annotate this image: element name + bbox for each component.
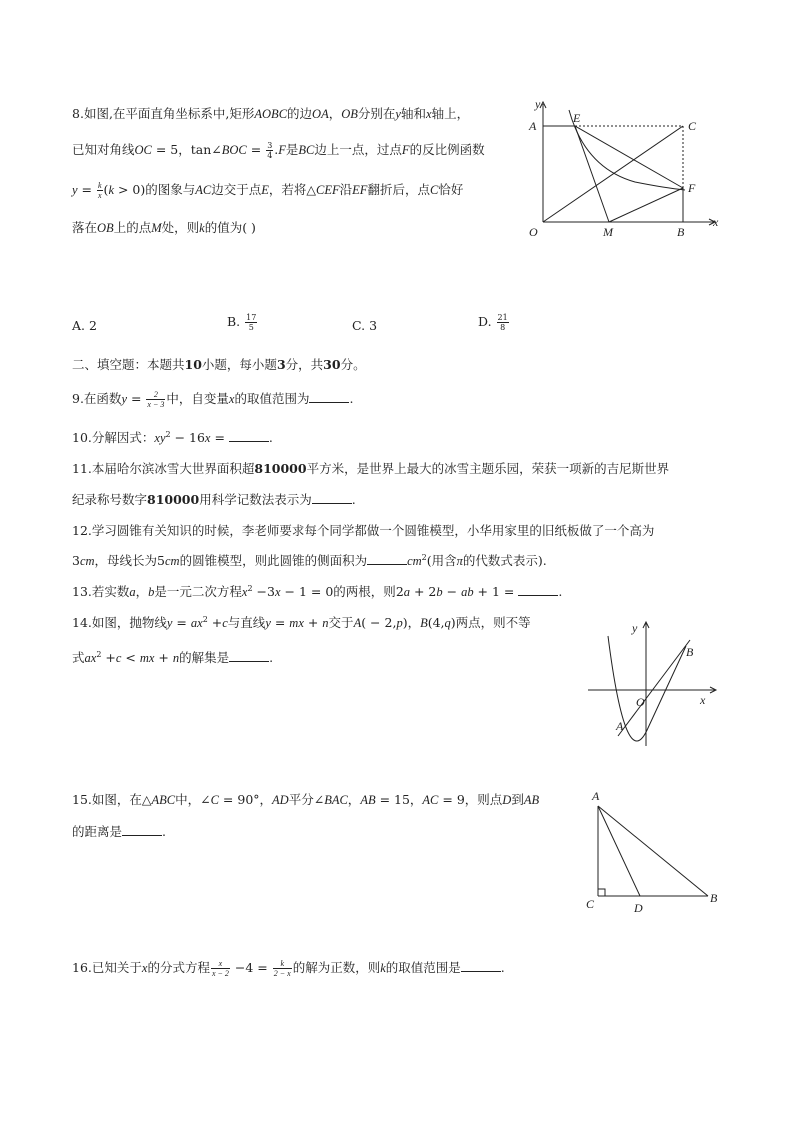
q15-label-B: B — [710, 891, 718, 905]
q15-answer-blank[interactable] — [122, 825, 162, 836]
q15-line-1: 15.如图，在△ABC中，∠C = 90°，AD平分∠BAC，AB = 15，AC = 9，则点D到AB — [72, 792, 540, 807]
q12-answer-blank[interactable] — [367, 554, 407, 565]
q8-label-x: x — [713, 215, 719, 229]
q8-line-3: y = $\frac{k}{x}$ (k > 0)的图象与AC边交于点E，若将△CEF沿EF翻折后，点C恰好 — [72, 181, 464, 200]
q14-figure — [582, 618, 722, 750]
q8-diagonal-oc — [543, 126, 683, 222]
q15-bisector-ad — [598, 806, 640, 896]
q8-label-y: y — [535, 98, 541, 111]
q12-line-1: 12.学习圆锥有关知识的时候，李老师要求每个同学都做一个圆锥模型，小华用家里的旧纸板做了一个高为 — [72, 523, 655, 538]
q16-answer-blank[interactable] — [461, 961, 501, 972]
fraction-3-4: $\frac{3}{4}$ — [267, 141, 273, 160]
q8-label-M: M — [603, 225, 613, 239]
right-angle-mark — [598, 889, 605, 896]
q8-hyperbola — [569, 110, 685, 190]
q16: 16.已知关于x的分式方程 $\frac{x}{x - 2}$ −4 = $\frac{k}{2 - x}$ 的解为正数，则k的取值范围是 . — [72, 959, 505, 978]
q14-line — [618, 640, 690, 736]
q8-figure — [525, 98, 725, 240]
q14-label-B: B — [686, 645, 694, 659]
q15-label-D: D — [634, 901, 643, 915]
q8-label-C: C — [688, 119, 697, 133]
q10-answer-blank[interactable] — [229, 431, 269, 442]
q11-answer-blank[interactable] — [312, 493, 352, 504]
q12-line-2: 3cm，母线长为5cm的圆锥模型，则此圆锥的侧面积为 $cm^2$(用含π的代数式表示). — [72, 552, 547, 568]
q14-label-x: x — [700, 693, 706, 707]
q14-label-A: A — [616, 719, 624, 733]
q8-label-A: A — [529, 119, 537, 133]
q14-label-y: y — [632, 621, 638, 635]
q15-line-2: 的距离是 . — [72, 824, 166, 839]
q9-answer-blank[interactable] — [309, 392, 349, 403]
q8-line-1: 8.如图,在平面直角坐标系中,矩形AOBC的边OA，OB分别在y轴和x轴上， — [72, 106, 470, 121]
q8-label-F: F — [688, 181, 696, 195]
q15-label-A: A — [592, 789, 600, 803]
q14-label-O: O — [636, 695, 645, 709]
q8-label-B: B — [677, 225, 685, 239]
q11-line-1: 11.本届哈尔滨冰雪大世界面积超810000平方米，是世界上最大的冰雪主题乐园，荣获一项新的吉尼斯世界 — [72, 461, 670, 476]
q8-option-b: B. $\frac{17}{5}$ — [227, 313, 257, 332]
section-2-heading: 二、填空题：本题共10小题，每小题3分，共30分。 — [72, 357, 366, 372]
q14-line-2: 式$ax^2 +c$ < mx + n的解集是 . — [72, 649, 274, 665]
q15-figure — [582, 786, 724, 916]
q13-answer-blank[interactable] — [518, 585, 558, 596]
q8-line-4: 落在OB上的点M处，则k的值为( ) — [72, 220, 256, 235]
q8-label-O: O — [529, 225, 538, 239]
q8-option-c: C. 3 — [352, 318, 378, 333]
q13: 13.若实数a，b是一元二次方程$x^2 -3x - 1 = 0$的两根，则2a + 2b − ab + 1 = . — [72, 583, 563, 599]
q8-label-E: E — [573, 111, 581, 125]
q10: 10.分解因式：$xy^2 - 16x$ = . — [72, 429, 273, 445]
q8-line-2: 已知对角线OC = 5，tan∠BOC = $\frac{3}{4}$ .F是BC边上一点，过点F的反比例函数 — [72, 141, 485, 160]
q8-option-a: A. 2 — [72, 318, 97, 333]
q9: 9.在函数y = $\frac{2}{x - 3}$ 中，自变量x的取值范围为 . — [72, 390, 354, 409]
q14-answer-blank[interactable] — [229, 651, 269, 662]
q15-label-C: C — [586, 897, 595, 911]
fraction-k-x: $\frac{k}{x}$ — [97, 181, 102, 200]
q8-option-d: D. $\frac{21}{8}$ — [478, 313, 508, 332]
q11-line-2: 纪录称号数字810000用科学记数法表示为 . — [72, 492, 356, 507]
q14-line-1: 14.如图，抛物线$y = ax^2 +c$与直线y = mx + n交于A( − 2,p)，B(4,q)两点，则不等 — [72, 614, 531, 630]
